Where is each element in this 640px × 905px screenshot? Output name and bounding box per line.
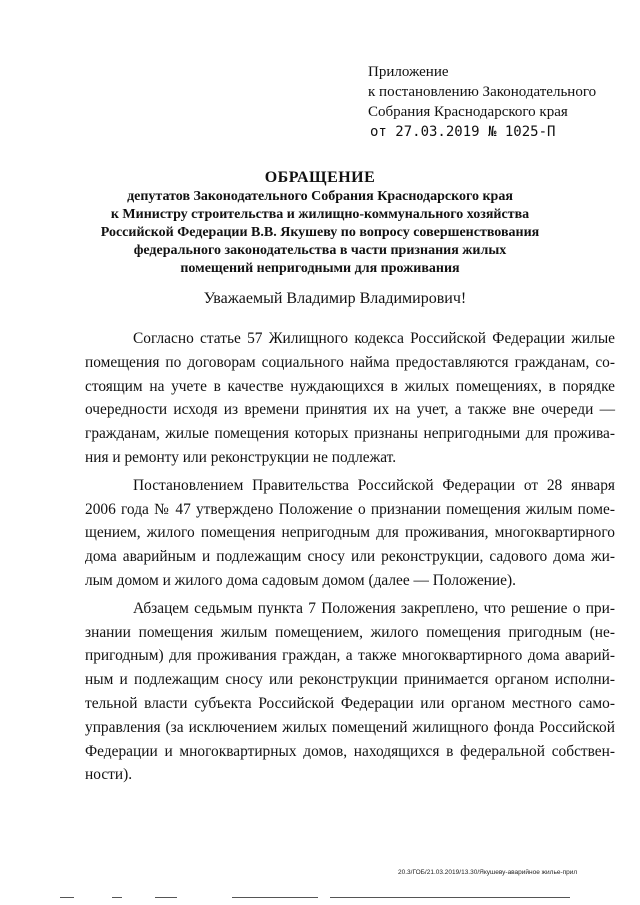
paragraph-line: стоящим на учете в качестве нуждающихся в жилых помещениях, в порядке (85, 377, 615, 395)
greeting: Уважаемый Владимир Владимирович! (203, 290, 467, 307)
title-line: депутатов Законодательного Собрания Краснодарского края (127, 189, 513, 204)
paragraph-line: Федерации и многоквартирных домов, находящихся в федеральной собствен- (85, 742, 615, 760)
paragraph-line: знании помещения жилым помещением, жилого помещения пригодным (не- (85, 623, 615, 641)
appendix-assembly-line: Собрания Краснодарского края (368, 104, 568, 120)
paragraph-line: помещения по договорам социального найма предоставляются гражданам, со- (85, 353, 615, 371)
scan-edge-mark (112, 897, 122, 898)
scan-edge-mark (155, 897, 177, 898)
paragraph-line: ности). (85, 766, 133, 784)
paragraph (85, 597, 615, 787)
paragraph-line: 2006 года № 47 утверждено Положение о признании помещения жилым поме- (85, 500, 615, 518)
appendix-label: Приложение (368, 64, 449, 80)
paragraph-line: дома аварийным и подлежащим сносу или реконструкции, садового дома жи- (85, 548, 615, 566)
title-line: федерального законодательства в части признания жилых (133, 243, 507, 258)
paragraph-line: ния и ремонту или реконструкции не подлежат. (85, 448, 397, 466)
appendix-resolution-line: к постановлению Законодательного (368, 84, 597, 100)
title-heading: ОБРАЩЕНИЕ (264, 169, 376, 186)
appendix-block (368, 62, 628, 142)
paragraph-line: пригодным) для проживания граждан, а также многоквартирного дома аварий- (85, 647, 615, 665)
paragraph-line: гражданам, жилые помещения которых признаны непригодными для прожива- (85, 425, 615, 443)
paragraph (85, 474, 615, 593)
title-line: Российской Федерации В.В. Якушеву по вопросу совершенствования (100, 225, 540, 240)
scan-edge-mark (60, 897, 74, 898)
document-title (0, 168, 640, 278)
paragraph-line: Постановлением Правительства Российской Федерации от 28 января (133, 476, 615, 494)
paragraph-line: лым домом и жилого дома садовым домом (далее — Положение). (85, 571, 516, 589)
footer-file-reference: 20.3/ГОБ/21.03.2019/13.30/Якушеву-аварийное жилье-прил (398, 869, 578, 876)
paragraph-line: тельной власти субъекта Российской Федерации или органом местного само- (85, 694, 615, 712)
paragraph-line: щением, жилого помещения непригодным для проживания, многоквартирного (85, 524, 615, 542)
paragraph-line: Абзацем седьмым пункта 7 Положения закреплено, что решение о при- (133, 599, 615, 617)
scan-edge-mark (232, 897, 318, 898)
scan-edge-mark (330, 897, 570, 898)
body-text (85, 327, 615, 791)
paragraph-line: ным и подлежащим сносу или реконструкции принимается органом исполни- (85, 671, 615, 689)
title-line: помещений непригодными для проживания (180, 261, 460, 276)
appendix-date-number-stamp: от 27.03.2019 № 1025-П (370, 124, 556, 140)
paragraph-line: управления (за исключением жилых помещений жилищного фонда Российской (85, 718, 615, 736)
paragraph (85, 327, 615, 470)
paragraph-line: Согласно статье 57 Жилищного кодекса Российской Федерации жилые (133, 330, 615, 347)
title-line: к Министру строительства и жилищно-коммунального хозяйства (110, 207, 530, 222)
paragraph-line: очередности исходя из времени принятия их на учет, а также вне очереди — (85, 401, 615, 419)
